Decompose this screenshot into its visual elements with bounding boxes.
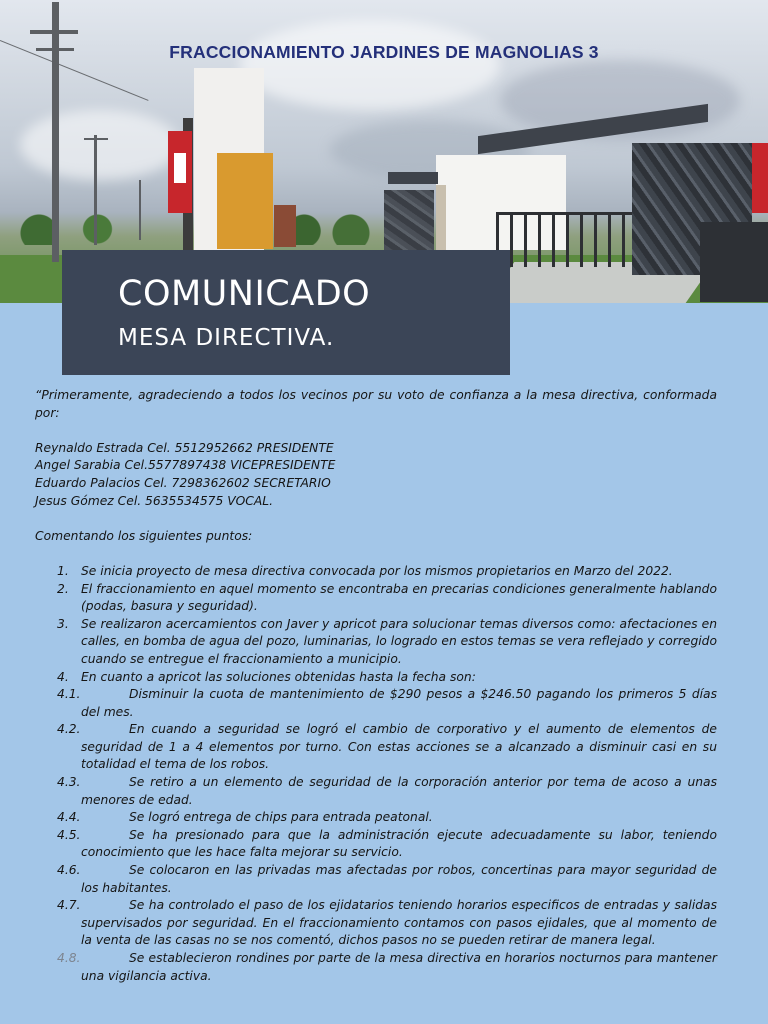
subpoint-number: 4.3.: [57, 775, 81, 790]
points-intro: Comentando los siguientes puntos:: [35, 528, 253, 543]
subpoint-number: 4.2.: [57, 722, 81, 737]
intro-paragraph: “Primeramente, agradeciendo a todos los vecinos por su voto de confianza a la mesa directiva, conformada por:: [35, 388, 717, 420]
point-item: [35, 669, 717, 687]
subpoint-text: Se ha presionado para que la administración ejecute adecuadamente su labor, teniendo conocimiento que les hace falta mejorar su servicio.: [81, 827, 717, 860]
board-member: Eduardo Palacios Cel. 7298362602 SECRETARIO: [35, 475, 331, 490]
subpoint-text: Se colocaron en las privadas mas afectadas por robos, concertinas para mayor seguridad de los habitantes.: [81, 863, 717, 895]
subpoint-number: 4.5.: [57, 827, 81, 842]
subpoint-item: [35, 950, 717, 985]
point-number: 1.: [57, 563, 69, 578]
subpoint-text: Se ha controlado el paso de los ejidatarios teniendo horarios especificos de entradas y salidas supervisados por seguridad. En el fraccionamiento contamos con pasos ejidales, que al momento de la venta de las casas no se nos comentó, dichos pasos no se pueden retirar de manera legal.: [81, 898, 717, 948]
board-member: Reynaldo Estrada Cel. 5512952662 PRESIDENTE: [35, 440, 334, 455]
subpoint-item: [35, 897, 717, 950]
subpoint-number: 4.1.: [57, 687, 81, 702]
point-item: [35, 563, 717, 581]
board-member: Angel Sarabia Cel.5577897438 VICEPRESIDENTE: [35, 458, 336, 473]
point-item: [35, 616, 717, 669]
announcement-subtitle: MESA DIRECTIVA.: [118, 325, 335, 351]
board-members-list: [35, 440, 717, 510]
subpoint-item: [35, 862, 717, 897]
board-member: Jesus Gómez Cel. 5635534575 VOCAL.: [35, 493, 274, 508]
point-text: En cuanto a apricot las soluciones obtenidas hasta la fecha son:: [81, 669, 476, 684]
subpoint-item: [35, 721, 717, 774]
subpoints-list: [35, 686, 717, 985]
subpoint-item: [35, 827, 717, 862]
point-text: Se realizaron acercamientos con Javer y apricot para solucionar temas diversos como: afectaciones en calles, en bomba de agua del pozo, luminarias, lo logrado en estos temas se vera reflejado y corregido cuando se entregue el fraccionamiento a municipio.: [81, 616, 717, 666]
subpoint-text: Se establecieron rondines por parte de la mesa directiva en horarios nocturnos para mantener una vigilancia activa.: [81, 951, 717, 983]
subpoint-item: [35, 686, 717, 721]
document-header-title: FRACCIONAMIENTO JARDINES DE MAGNOLIAS 3: [169, 42, 599, 62]
announcement-title: COMUNICADO: [118, 274, 371, 314]
point-number: 4.: [57, 669, 69, 684]
point-text: Se inicia proyecto de mesa directiva convocada por los mismos propietarios en Marzo del 2022.: [81, 563, 673, 578]
document-body: [35, 387, 717, 985]
subpoint-number: 4.7.: [57, 898, 81, 913]
point-number: 3.: [57, 616, 69, 631]
subpoint-number: 4.6.: [57, 863, 81, 878]
subpoint-text: Disminuir la cuota de mantenimiento de $290 pesos a $246.50 pagando los primeros 5 días del mes.: [81, 687, 717, 719]
announcement-banner: [62, 250, 510, 375]
subpoint-text: Se logró entrega de chips para entrada peatonal.: [129, 810, 433, 825]
subpoint-number: 4.4.: [57, 810, 81, 825]
point-number: 2.: [57, 581, 69, 596]
subpoint-text: En cuando a seguridad se logró el cambio de corporativo y el aumento de elementos de seguridad de 1 a 4 elementos por turno. Con estas acciones se a alcanzado a disminuir casi en su totalidad el tema de los robos.: [81, 722, 717, 772]
subpoint-text: Se retiro a un elemento de seguridad de la corporación anterior por tema de acoso a unas menores de edad.: [81, 775, 717, 807]
points-list: [35, 563, 717, 686]
point-text: El fraccionamiento en aquel momento se encontraba en precarias condiciones generalmente hablando (podas, basura y seguridad).: [81, 581, 717, 614]
subpoint-number: 4.8.: [57, 951, 81, 965]
point-item: [35, 581, 717, 616]
subpoint-item: [35, 809, 717, 827]
subpoint-item: [35, 774, 717, 809]
